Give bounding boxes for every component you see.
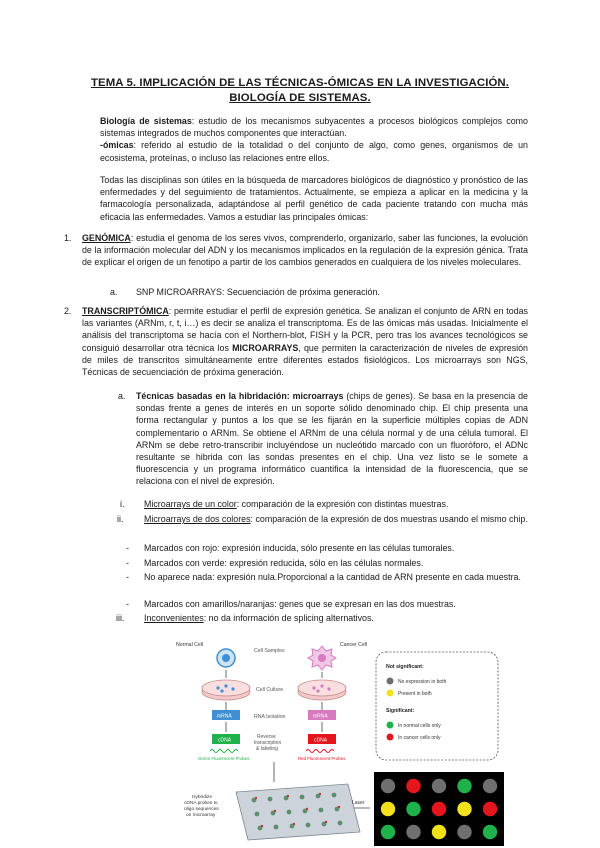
result-spot-green bbox=[406, 802, 420, 816]
result-spot-gray bbox=[406, 825, 420, 839]
text-omicas: : referido al estudio de la totalidad o del conjunto de algo, como genes, organismos de un ecosistema, proteínas, o incluso las relaciones entre ellos. bbox=[100, 140, 528, 163]
result-spot-red bbox=[483, 802, 497, 816]
label-normal-mrna: mRNA bbox=[217, 713, 232, 720]
label-cancer-mrna: mRNA bbox=[313, 713, 328, 720]
dash-item-rojo: Marcados con rojo: expresión inducida, sólo presente en las células tumorales. bbox=[144, 543, 455, 553]
label-green-probes: Green Fluorescent Probes bbox=[198, 756, 250, 761]
term-dos-colores: Microarrays de dos colores bbox=[144, 514, 251, 524]
dash-marker-2: - bbox=[126, 558, 129, 568]
text-transcriptomica-b: , que permiten la caracterización de niveles de expresión de miles de transcritos simultáneamente entre diferentes estados fisiológicos. Los microarrays son NGS, Técnicas de secuenciación de próxima generación. bbox=[82, 342, 528, 378]
text-transcriptomica-a: : permite estudiar el perfil de expresión genética. Se analizan el conjunto de ARN en todas las variantes (ARNm, r, t, i…) es decir se analiza el transcriptoma. Es de las ómicas más usadas. Inicialmente el análisis del transcriptoma se hacía con el Northern-blot, FISH y la PCR, pero tras los avances tecnológicos se consiguió desarrollar otra técnica los bbox=[82, 306, 528, 353]
result-spot-red bbox=[406, 779, 420, 793]
text-un-color: : comparación de la expresión con distintas muestras. bbox=[236, 499, 449, 509]
legend-cancer-only: In cancer cells only bbox=[398, 735, 441, 741]
document-title bbox=[60, 76, 540, 106]
item-number-1: 1. bbox=[64, 233, 72, 243]
sub-marker-genomica-a: a. bbox=[110, 287, 118, 297]
green-probe-squiggle bbox=[210, 750, 238, 753]
sub-item-hibridacion bbox=[136, 390, 528, 488]
item-number-2: 2. bbox=[64, 306, 72, 316]
list-item-dos-colores bbox=[144, 513, 528, 525]
term-un-color: Microarrays de un color bbox=[144, 499, 237, 509]
term-hibridacion: Técnicas basadas en la hibridación: microarrays bbox=[136, 391, 344, 401]
legend-present-both: Present in both bbox=[398, 691, 432, 697]
text-inconvenientes: : no da información de splicing alternativos. bbox=[203, 613, 374, 623]
result-spot-gray bbox=[432, 779, 446, 793]
label-cell-culture: Cell Culture bbox=[256, 687, 284, 693]
result-spot-yellow bbox=[457, 802, 471, 816]
result-spot-yellow bbox=[381, 802, 395, 816]
label-cancer-cdna: cDNA bbox=[314, 737, 328, 744]
result-spot-gray bbox=[457, 825, 471, 839]
definition-biologia-sistemas bbox=[100, 115, 528, 164]
label-normal-cell: Normal Cell bbox=[176, 642, 204, 648]
sub-item-snp-microarrays: SNP MICROARRAYS: Secuenciación de próxima generación. bbox=[136, 287, 380, 297]
dash-item-amarillo: Marcados con amarillos/naranjas: genes que se expresan en las dos muestras. bbox=[144, 599, 456, 609]
normal-cell-icon bbox=[217, 649, 235, 667]
roman-ii: ii. bbox=[117, 514, 124, 524]
legend-gray-dot bbox=[387, 678, 394, 685]
term-omicas: -ómicas bbox=[100, 140, 134, 151]
label-reverse-transcription: Reverse transcription & labeling bbox=[254, 734, 282, 752]
legend-yellow-dot bbox=[387, 690, 394, 697]
result-spot-green bbox=[483, 825, 497, 839]
list-item-un-color bbox=[144, 498, 528, 510]
label-cancer-cell: Cancer Cell bbox=[340, 642, 368, 648]
label-red-probes: Red Fluorescent Probes bbox=[298, 756, 346, 761]
dash-item-nada: No aparece nada: expresión nula.Proporcional a la cantidad de ARN presente en cada muestra. bbox=[144, 572, 521, 582]
text-genomica: : estudia el genoma de los seres vivos, comprenderlo, organizarlo, saber las funciones, la evolución de la información molecular del ADN y los mecanismos implicados en la regulación de la expresión génica. Trata de explicar el origen de un fenotipo a partir de los cambios generados en cualquiera de los niveles moleculares. bbox=[82, 233, 528, 268]
result-spot-yellow bbox=[432, 825, 446, 839]
dash-item-verde: Marcados con verde: expresión reducida, sólo en las células normales. bbox=[144, 558, 424, 568]
normal-culture-dish-icon bbox=[202, 680, 250, 700]
label-cell-samples: Cell Samples bbox=[254, 648, 285, 654]
label-rna-isolation: RNA Isolation bbox=[254, 714, 286, 720]
cancer-culture-dish-icon bbox=[298, 680, 346, 700]
term-genomica: GENÓMICA bbox=[82, 233, 131, 243]
dash-marker-3: - bbox=[126, 572, 129, 582]
label-microarray-caption: Hybridize cDNA probes to oligo sequences on microarray bbox=[184, 795, 219, 818]
legend-red-dot bbox=[387, 734, 394, 741]
label-laser: Laser bbox=[352, 800, 365, 806]
term-biologia-sistemas: Biología de sistemas bbox=[100, 116, 192, 126]
dash-marker-4: - bbox=[126, 599, 129, 609]
dash-marker-1: - bbox=[126, 543, 129, 553]
text-dos-colores: : comparación de la expresión de dos muestras usando el mismo chip. bbox=[250, 514, 528, 524]
roman-iii: iii. bbox=[116, 613, 125, 623]
legend-normal-only: In normal cells only bbox=[398, 723, 441, 729]
text-biologia-sistemas: : estudio de los mecanismos subyacentes a procesos biológicos complejos como sistemas integrados de muchos componentes que interactúan. bbox=[100, 116, 528, 139]
microarray-figure bbox=[170, 632, 510, 848]
result-spot-green bbox=[381, 825, 395, 839]
result-spot-green bbox=[457, 779, 471, 793]
result-spot-gray bbox=[381, 779, 395, 793]
legend-no-expression: No expression in both bbox=[398, 679, 447, 685]
legend-green-dot bbox=[387, 722, 394, 729]
paragraph-disciplinas: Todas las disciplinas son útiles en la búsqueda de marcadores biológicos de diagnóstico y pronóstico de las enfermedades y del seguimiento de tratamientos. Actualmente, se empieza a aplicar en la medicina y la farmacología personalizada, adaptándose al perfil genético de cada paciente tratando con mucha más eficacia las enfermedades. Vamos a estudiar las principales ómicas: bbox=[100, 175, 528, 222]
label-normal-cdna: cDNA bbox=[218, 737, 232, 744]
legend-box bbox=[376, 652, 498, 760]
title-line-2: BIOLOGÍA DE SISTEMAS. bbox=[229, 92, 371, 104]
microarray-slide-icon bbox=[236, 784, 360, 840]
text-hibridacion: (chips de genes). Se basa en la presencia de sondas frente a genes de interés en un soporte sólido denominado chip. El chip presenta una forma rectangular y puntos a los que se les fijarán en la superficie múltiples copias de ADN complementario o ARNm. Se obtiene el ARNm de una célula normal y de una célula tumoral. El ARNm se debe retro-transcribir incluyéndose un nucleótido marcado con un fluoróforo, el ADNc resultante se hibrida con las sondas presentes en el chip. Una vez listo se le somete a fluorescencia y un programa informático cuantifica la intensidad de la fluorescencia, que se relaciona con el nivel de expresión. bbox=[136, 391, 528, 487]
term-microarrays: MICROARRAYS bbox=[232, 342, 299, 353]
legend-not-significant: Not significant: bbox=[386, 664, 424, 670]
result-spot-gray bbox=[483, 779, 497, 793]
red-probe-squiggle bbox=[306, 750, 334, 753]
result-spot-red bbox=[432, 802, 446, 816]
item-genomica bbox=[82, 232, 528, 269]
title-line-1: TEMA 5. IMPLICACIÓN DE LAS TÉCNICAS-ÓMICAS EN LA INVESTIGACIÓN. bbox=[90, 77, 510, 89]
sub-marker-transcriptomica-a: a. bbox=[118, 391, 126, 401]
roman-i: i. bbox=[120, 499, 125, 509]
legend-significant: Significant: bbox=[386, 708, 415, 714]
list-item-inconvenientes bbox=[144, 612, 528, 624]
term-inconvenientes: Inconvenientes bbox=[144, 613, 204, 623]
cancer-cell-icon bbox=[308, 646, 336, 670]
term-transcriptomica: TRANSCRIPTÓMICA bbox=[82, 306, 169, 316]
item-transcriptomica bbox=[82, 305, 528, 378]
